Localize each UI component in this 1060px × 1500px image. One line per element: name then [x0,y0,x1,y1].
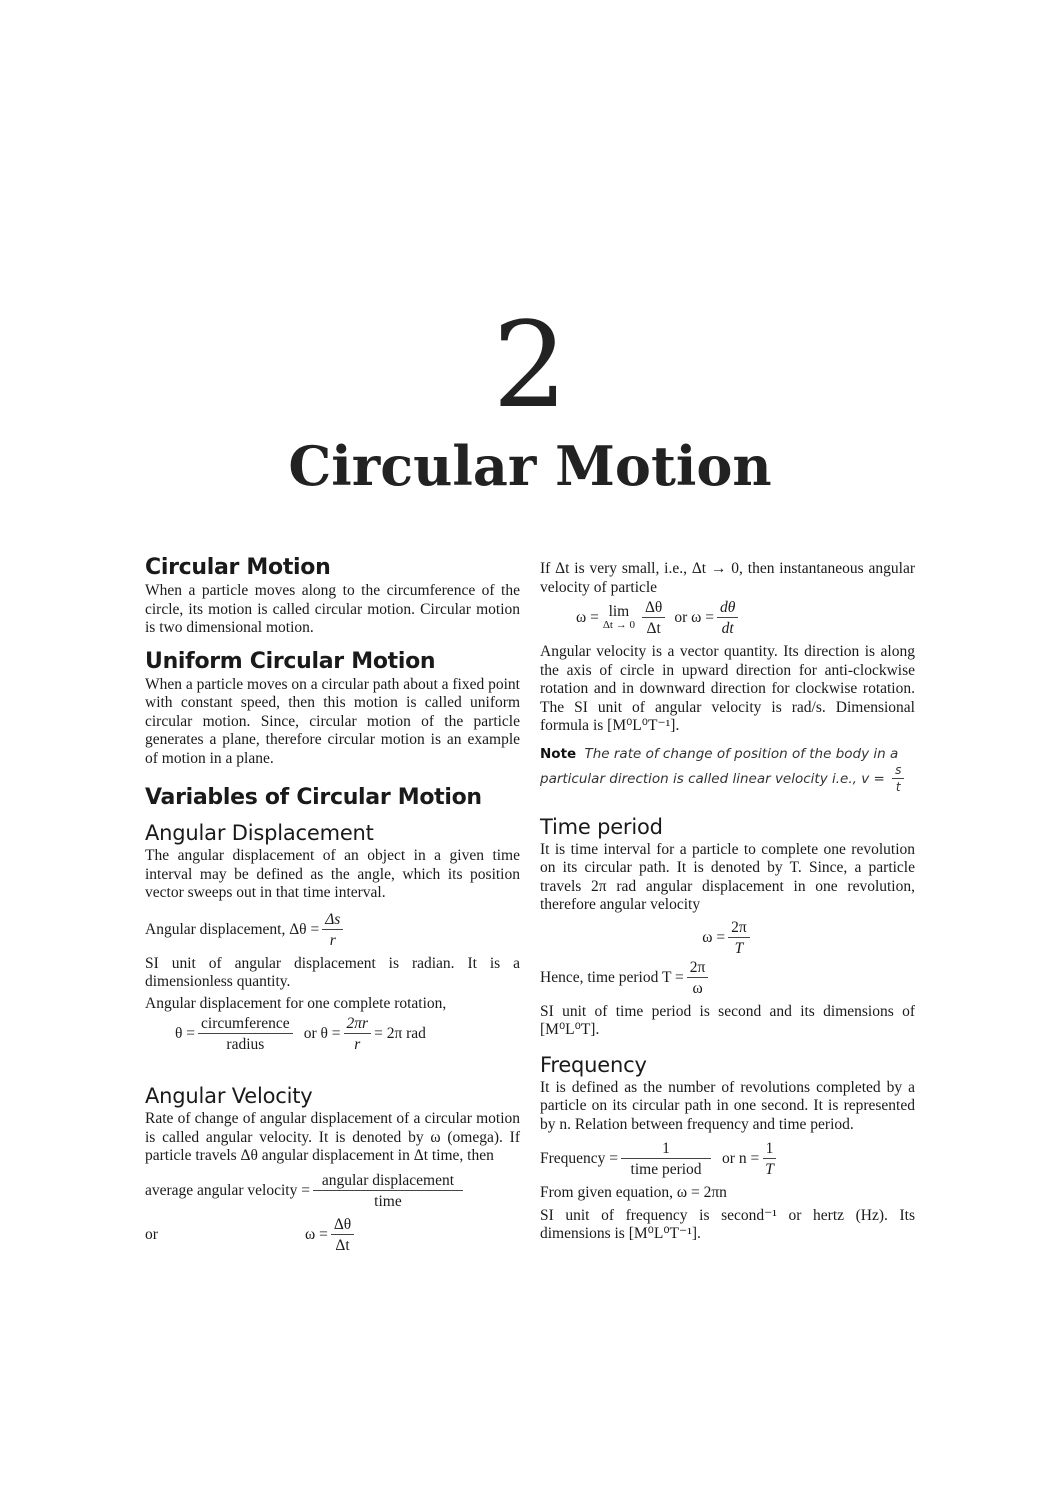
section-heading-circular-motion: Circular Motion [145,555,331,580]
fraction [892,764,904,794]
fraction [331,1216,354,1254]
equation-lhs: ω = [576,609,599,626]
paragraph-complete-rotation: Angular displacement for one complete rotation, [145,994,447,1012]
fraction [322,911,343,949]
fraction [642,599,665,637]
equation-lhs: ω = [305,1225,328,1243]
numerator: 1 [621,1140,711,1159]
paragraph-si-unit-time: SI unit of time period is second and its dimensions of [M⁰L⁰T]. [540,1002,915,1038]
equation-instantaneous [540,599,915,637]
subheading-angular-displacement: Angular Displacement [145,821,374,845]
paragraph-circular-motion: When a particle moves along to the circumference of the circle, its motion is called circular motion. Circular motion is two dimensional motion. [145,582,520,636]
numerator: circumference [198,1015,293,1034]
equation-angular-displacement [145,911,520,949]
paragraph-vector-quantity: Angular velocity is a vector quantity. Its direction is along the axis of circle in upward direction for anti-clockwise rotation and in downward direction for clockwise rotation. The SI unit of angular velocity is rad/s. Dimensional formula is [M⁰L⁰T⁻¹]. [540,643,915,734]
equation-frequency [540,1140,915,1178]
paragraph-frequency: It is defined as the number of revolutions completed by a particle on its circular path in one second. It is represented by n. Relation between frequency and time period. [540,1078,915,1133]
denominator: Δt [646,620,661,637]
numerator: 2π [687,959,709,978]
numerator: dθ [717,599,738,618]
note-label: Note [540,745,577,762]
numerator: angular displacement [313,1172,463,1191]
equation-or: or θ = [303,1025,341,1042]
equation-omega [145,1216,520,1254]
denominator: dt [721,620,734,637]
fraction [687,959,709,997]
denominator: radius [226,1036,265,1053]
section-heading-variables: Variables of Circular Motion [145,785,482,810]
numerator: Δs [322,911,343,930]
equation-or: or ω = [674,609,714,626]
equation-lhs: θ = [175,1025,196,1042]
section-heading-uniform: Uniform Circular Motion [145,648,436,674]
equation-average-angular-velocity [145,1172,520,1210]
chapter-number: 2 [492,296,568,434]
fraction [728,919,750,957]
numerator: s [892,764,904,779]
limit-subscript: Δt → 0 [602,619,635,631]
denominator: T [765,1161,774,1178]
equation-lhs: ω = [702,928,726,946]
fraction [344,1015,372,1053]
fraction [621,1140,711,1178]
equation-or: or n = [722,1150,760,1167]
numerator: Δθ [331,1216,354,1235]
denominator: T [734,939,744,957]
equation-label: Angular displacement, Δθ = [145,920,320,938]
denominator: ω [692,979,703,997]
paragraph-given-equation: From given equation, ω = 2πn [540,1184,727,1201]
left-column [145,554,520,1254]
denominator: Δt [335,1236,350,1254]
paragraph-angular-velocity: Rate of change of angular displacement of a circular motion is called angular velocity. It is denoted by ω (omega). If particle travels Δθ angular displacement in Δt time, then [145,1110,520,1164]
right-column [540,560,915,1244]
fraction [762,1140,777,1178]
numerator: Δθ [642,599,665,618]
note-text: The rate of change of position of the body in a particular direction is called linear velocity i.e., v = [540,745,899,787]
equation-rhs: = 2π rad [374,1025,426,1042]
equation-label: average angular velocity = [145,1181,310,1199]
denominator: t [895,779,901,794]
chapter-title: Circular Motion [288,434,772,498]
paragraph-si-unit-displacement: SI unit of angular displacement is radian. It is a dimensionless quantity. [145,954,520,990]
note-box [540,744,915,794]
equation-or-label: or [145,1225,158,1243]
subheading-frequency: Frequency [540,1052,647,1077]
paragraph-uniform: When a particle moves on a circular path about a fixed point with constant speed, then this motion is called uniform circular motion. Since, circular motion of the particle generates a plane, therefore circular motion is an example of motion in a plane. [145,675,520,767]
numerator: 2πr [344,1015,372,1034]
paragraph-time-period: It is time interval for a particle to complete one revolution on its circular path. It is denoted by T. Since, a particle travels 2π rad angular displacement in one revolution, therefore angular velocity [540,840,915,913]
numerator: 2π [728,919,750,938]
fraction [198,1015,293,1053]
fraction [717,599,738,637]
equation-time-period [540,959,915,997]
subheading-angular-velocity: Angular Velocity [145,1084,313,1108]
limit [603,604,635,632]
equation-label: Frequency = [540,1150,619,1167]
denominator: r [329,931,336,949]
paragraph-angular-displacement: The angular displacement of an object in a given time interval may be defined as the angle, which its position vector sweeps out in that time interval. [145,847,520,901]
denominator: r [354,1036,361,1053]
equation-label: Hence, time period T = [540,968,684,986]
denominator: time period [630,1161,702,1178]
fraction [313,1172,463,1210]
denominator: time [374,1192,402,1210]
limit-text: lim [608,603,630,620]
paragraph-instantaneous: If Δt is very small, i.e., Δt → 0, then instantaneous angular velocity of particle [540,560,915,596]
paragraph-si-unit-frequency: SI unit of frequency is second⁻¹ or hertz (Hz). Its dimensions is [M⁰L⁰T⁻¹]. [540,1206,915,1242]
numerator: 1 [763,1140,777,1159]
equation-complete-rotation [145,1015,520,1053]
subheading-time-period: Time period [540,814,663,839]
equation-omega-time [540,919,915,957]
